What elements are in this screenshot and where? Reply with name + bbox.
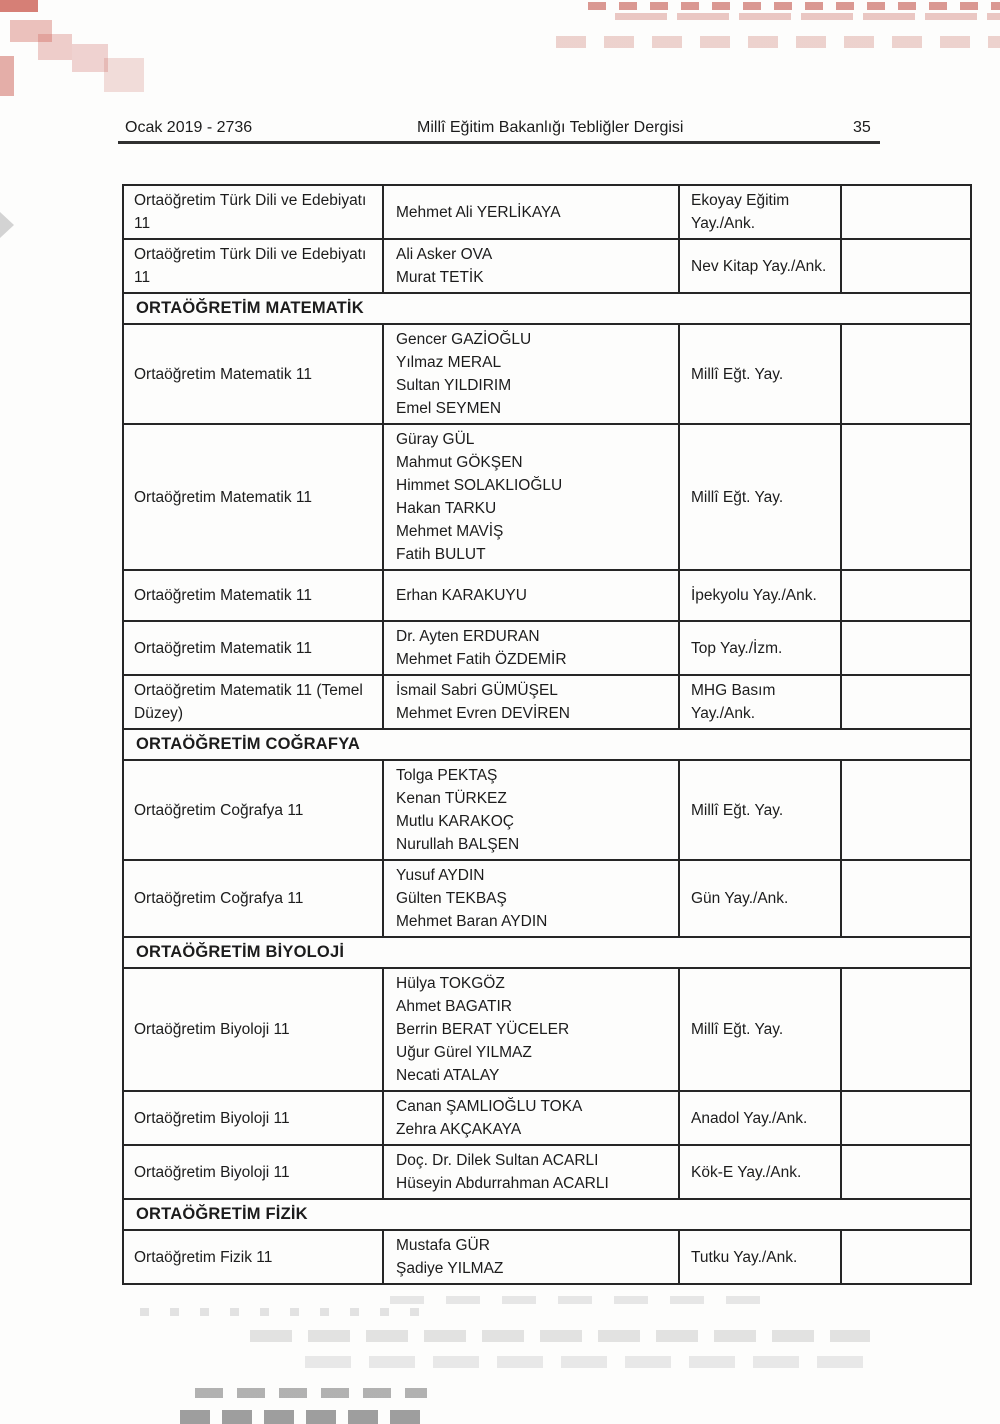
publisher-cell: Gün Yay./Ank.: [679, 860, 841, 937]
scan-artifact-bottom-smudge: [305, 1356, 870, 1368]
empty-cell: [841, 1145, 971, 1199]
author-name: Mehmet Baran AYDIN: [396, 913, 548, 930]
publisher-cell: Millî Eğt. Yay.: [679, 760, 841, 860]
journal-title: Millî Eğitim Bakanlığı Tebliğler Dergisi: [417, 119, 684, 136]
author-name: Güray GÜL: [396, 431, 475, 448]
author-name: Doç. Dr. Dilek Sultan ACARLI: [396, 1152, 599, 1169]
course-cell: Ortaöğretim Matematik 11 (Temel Düzey): [123, 675, 383, 729]
empty-cell: [841, 760, 971, 860]
table-row: [123, 621, 971, 675]
author-name: Necati ATALAY: [396, 1067, 500, 1084]
publisher-cell: Kök-E Yay./Ank.: [679, 1145, 841, 1199]
publisher-cell: Millî Eğt. Yay.: [679, 968, 841, 1091]
publisher-cell: MHG Basım Yay./Ank.: [679, 675, 841, 729]
author-name: Kenan TÜRKEZ: [396, 790, 507, 807]
section-row: [123, 1199, 971, 1230]
scan-artifact-top-left-smudge: [10, 20, 52, 42]
authors-cell: [383, 675, 679, 729]
authors-cell: [383, 239, 679, 293]
section-row: [123, 937, 971, 968]
scan-artifact-top-left-smudge: [104, 58, 144, 92]
author-name: Tolga PEKTAŞ: [396, 767, 498, 784]
author-name: Gülten TEKBAŞ: [396, 890, 507, 907]
table-row: [123, 239, 971, 293]
authors-cell: [383, 968, 679, 1091]
course-cell: Ortaöğretim Matematik 11: [123, 324, 383, 424]
author-name: Mahmut GÖKŞEN: [396, 454, 523, 471]
scan-artifact-top-left-smudge: [72, 44, 108, 72]
authors-cell: [383, 1091, 679, 1145]
author-name: Berrin BERAT YÜCELER: [396, 1021, 570, 1038]
section-row: [123, 729, 971, 760]
course-cell: Ortaöğretim Biyoloji 11: [123, 968, 383, 1091]
table-row: [123, 570, 971, 621]
course-cell: Ortaöğretim Coğrafya 11: [123, 760, 383, 860]
author-name: Mutlu KARAKOÇ: [396, 813, 515, 830]
empty-cell: [841, 424, 971, 570]
table-row: [123, 324, 971, 424]
empty-cell: [841, 675, 971, 729]
scan-artifact-top-left-block: [0, 0, 38, 12]
author-name: Şadiye YILMAZ: [396, 1260, 504, 1277]
section-row: [123, 293, 971, 324]
page-number: 35: [853, 119, 871, 136]
empty-cell: [841, 1091, 971, 1145]
authors-cell: [383, 324, 679, 424]
table-row: [123, 1230, 971, 1284]
author-name: Sultan YILDIRIM: [396, 377, 512, 394]
author-name: Gencer GAZİOĞLU: [396, 331, 532, 348]
author-name: Yılmaz MERAL: [396, 354, 502, 371]
table-row: [123, 860, 971, 937]
publisher-cell: Anadol Yay./Ank.: [679, 1091, 841, 1145]
table-row: [123, 1091, 971, 1145]
empty-cell: [841, 239, 971, 293]
author-name: Mehmet Fatih ÖZDEMİR: [396, 651, 567, 668]
scan-artifact-bottom-smudge: [140, 1308, 430, 1316]
scan-artifact-bottom-smudge: [250, 1330, 870, 1342]
course-cell: Ortaöğretim Matematik 11: [123, 570, 383, 621]
author-name: Hüseyin Abdurrahman ACARLI: [396, 1175, 609, 1192]
course-cell: Ortaöğretim Biyoloji 11: [123, 1091, 383, 1145]
publisher-cell: İpekyolu Yay./Ank.: [679, 570, 841, 621]
empty-cell: [841, 324, 971, 424]
authors-cell: [383, 621, 679, 675]
textbook-table: [122, 184, 972, 1285]
author-name: Nurullah BALŞEN: [396, 836, 520, 853]
journal-issue: Ocak 2019 - 2736: [125, 119, 253, 136]
authors-cell: [383, 860, 679, 937]
publisher-cell: Millî Eğt. Yay.: [679, 324, 841, 424]
running-head: [0, 119, 1000, 141]
authors-cell: [383, 760, 679, 860]
course-cell: Ortaöğretim Matematik 11: [123, 621, 383, 675]
scan-artifact-bottom-smudge: [390, 1296, 760, 1304]
author-name: Ahmet BAGATIR: [396, 998, 512, 1015]
author-name: Himmet SOLAKLIOĞLU: [396, 477, 563, 494]
scan-artifact-top-dashes: [556, 36, 1000, 48]
author-name: Emel SEYMEN: [396, 400, 502, 417]
scan-artifact-top-band: [615, 13, 1000, 20]
authors-cell: [383, 1145, 679, 1199]
section-header-cell: ORTAÖĞRETİM MATEMATİK: [123, 293, 971, 324]
empty-cell: [841, 1230, 971, 1284]
scan-artifact-left-wedge: [0, 212, 14, 238]
author-name: Mehmet Ali YERLİKAYA: [396, 203, 561, 221]
authors-cell: [383, 570, 679, 621]
author-name: Fatih BULUT: [396, 546, 486, 563]
empty-cell: [841, 860, 971, 937]
author-name: İsmail Sabri GÜMÜŞEL: [396, 682, 558, 699]
publisher-cell: Top Yay./İzm.: [679, 621, 841, 675]
publisher-cell: Ekoyay Eğitim Yay./Ank.: [679, 185, 841, 239]
author-name: Hülya TOKGÖZ: [396, 975, 505, 992]
author-name: Mehmet Evren DEVİREN: [396, 705, 570, 722]
authors-cell: [383, 185, 679, 239]
authors-cell: [383, 1230, 679, 1284]
section-header-cell: ORTAÖĞRETİM BİYOLOJİ: [123, 937, 971, 968]
author-name: Erhan KARAKUYU: [396, 587, 527, 604]
author-name: Uğur Gürel YILMAZ: [396, 1044, 532, 1061]
publisher-cell: Tutku Yay./Ank.: [679, 1230, 841, 1284]
course-cell: Ortaöğretim Coğrafya 11: [123, 860, 383, 937]
section-header-cell: ORTAÖĞRETİM FİZİK: [123, 1199, 971, 1230]
empty-cell: [841, 621, 971, 675]
author-name: Mustafa GÜR: [396, 1237, 490, 1254]
author-name: Canan ŞAMLIOĞLU TOKA: [396, 1098, 583, 1115]
empty-cell: [841, 968, 971, 1091]
table-row: [123, 675, 971, 729]
course-cell: Ortaöğretim Türk Dili ve Edebiyatı 11: [123, 239, 383, 293]
author-name: Ali Asker OVA: [396, 246, 493, 263]
publisher-cell: Nev Kitap Yay./Ank.: [679, 239, 841, 293]
scan-artifact-bottom-dashes: [195, 1388, 427, 1398]
section-header-cell: ORTAÖĞRETİM COĞRAFYA: [123, 729, 971, 760]
course-cell: Ortaöğretim Matematik 11: [123, 424, 383, 570]
author-name: Hakan TARKU: [396, 500, 497, 517]
scan-artifact-top-dashes: [588, 2, 1000, 10]
author-name: Dr. Ayten ERDURAN: [396, 628, 540, 645]
course-cell: Ortaöğretim Fizik 11: [123, 1230, 383, 1284]
table-row: [123, 424, 971, 570]
table-row: [123, 760, 971, 860]
author-name: Zehra AKÇAKAYA: [396, 1121, 522, 1138]
scan-artifact-bottom-dashes: [180, 1410, 432, 1424]
empty-cell: [841, 570, 971, 621]
header-rule: [118, 141, 880, 144]
empty-cell: [841, 185, 971, 239]
scan-artifact-left-edge-mark: [0, 56, 14, 96]
course-cell: Ortaöğretim Türk Dili ve Edebiyatı 11: [123, 185, 383, 239]
table-row: [123, 185, 971, 239]
author-name: Murat TETİK: [396, 269, 484, 286]
author-name: Yusuf AYDIN: [396, 867, 485, 884]
author-name: Mehmet MAVİŞ: [396, 523, 504, 540]
table-row: [123, 1145, 971, 1199]
authors-cell: [383, 424, 679, 570]
course-cell: Ortaöğretim Biyoloji 11: [123, 1145, 383, 1199]
publisher-cell: Millî Eğt. Yay.: [679, 424, 841, 570]
table-row: [123, 968, 971, 1091]
scan-artifact-top-left-smudge: [38, 34, 72, 60]
